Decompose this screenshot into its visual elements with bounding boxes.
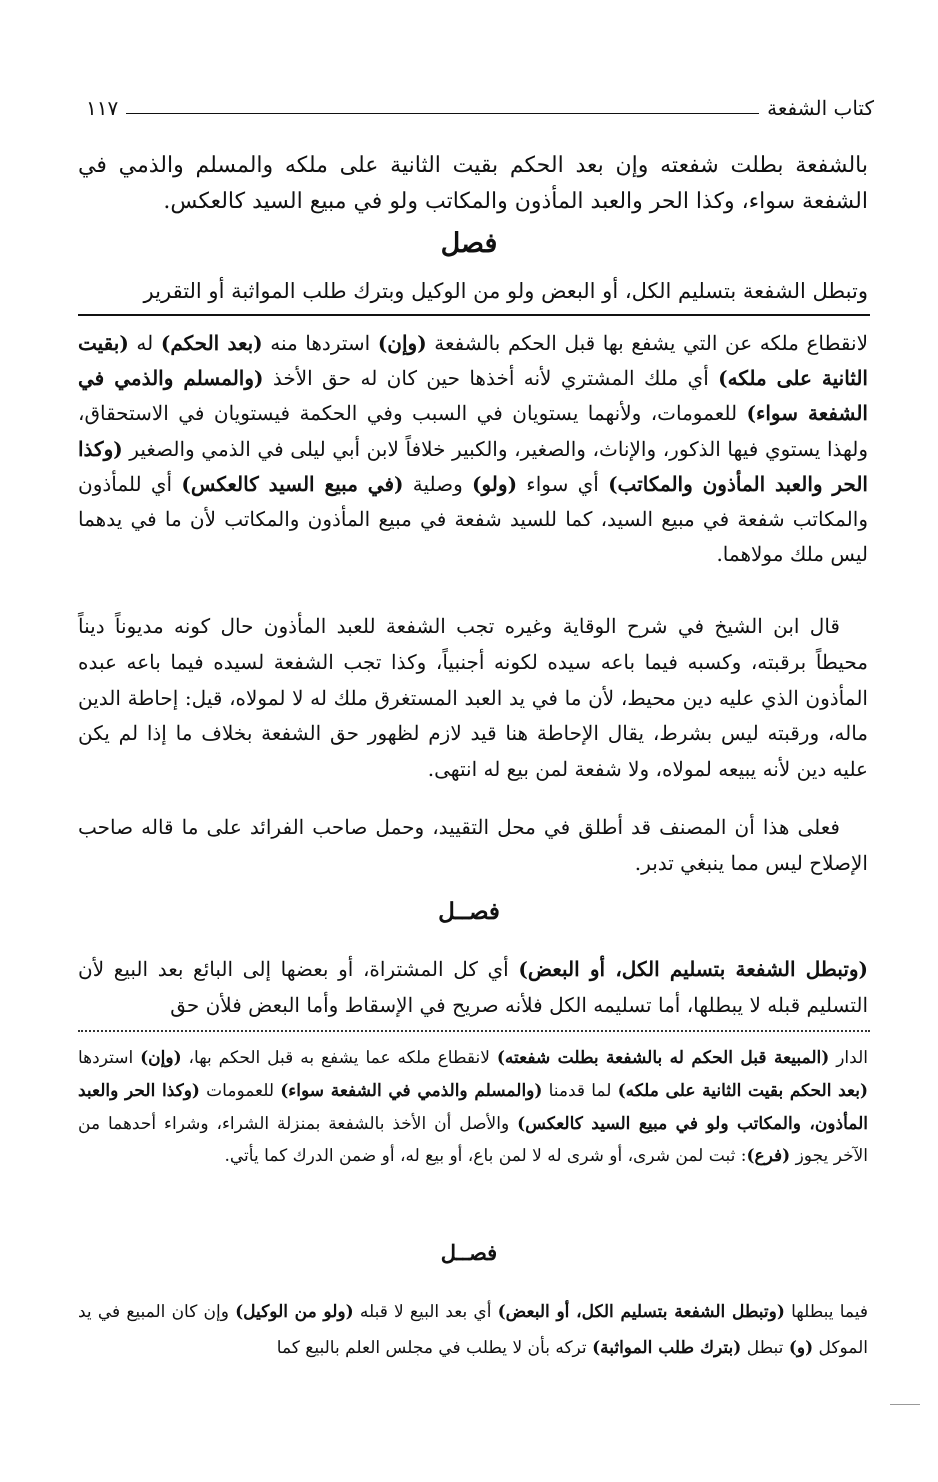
commentary-paragraph-3: فعلى هذا أن المصنف قد أطلق في محل التقييد، وحمل صاحب الفرائد على ما قاله صاحب الإصلاح ليس مما ينبغي تدبر. bbox=[78, 815, 868, 875]
comm-quote: (بعد الحكم) bbox=[160, 331, 263, 355]
fn-quote: (بعد الحكم بقيت الثانية على ملكه) bbox=[617, 1080, 869, 1101]
comm-text: أي ملك المشتري لأنه أخذها حين كان له حق الأخذ bbox=[263, 366, 719, 391]
comm-quote: (بقيت الثانية على ملكه) bbox=[78, 331, 868, 391]
commentary-paragraph-1 bbox=[78, 326, 868, 572]
fn-quote: (وتبطل الشفعة بتسليم الكل، أو البعض) bbox=[497, 1302, 785, 1322]
section-heading-fasl-3: فصــل bbox=[440, 1240, 498, 1265]
fn-text: تبطل bbox=[741, 1338, 789, 1358]
fn-text: للعمومات bbox=[199, 1080, 281, 1101]
fn-text: أي بعد البيع لا قبله bbox=[353, 1302, 498, 1322]
comm-text: وصلية bbox=[403, 471, 473, 496]
fn-quote: (و) bbox=[788, 1338, 814, 1358]
footnote-separator bbox=[78, 1030, 870, 1032]
comm-text: أي كل المشتراة، أو بعضها إلى البائع بعد البيع لأن التسليم قبله لا يبطلها، أما تسليمه الكل فلأنه صريح في الإسقاط وأما البعض فلأن حق bbox=[78, 957, 868, 1017]
fn-text: وإن كان المبيع في يد الموكل bbox=[78, 1302, 868, 1358]
fn-text: لما قدمنا bbox=[542, 1080, 618, 1101]
comm-quote: (في مبيع السيد كالعكس) bbox=[181, 471, 404, 496]
chapter-title: كتاب الشفعة bbox=[767, 96, 874, 120]
fn-quote: (وكذا الحر والعبد المأذون، والمكاتب ولو في مبيع السيد كالعكس) bbox=[78, 1080, 868, 1134]
fn-text: فيما يبطلها bbox=[784, 1302, 868, 1322]
comm-quote: (وتبطل الشفعة بتسليم الكل، أو البعض) bbox=[518, 957, 869, 981]
fn-quote: (فرع) bbox=[746, 1146, 791, 1167]
comm-text: استردها منه bbox=[262, 331, 378, 355]
matn-separator bbox=[78, 314, 870, 316]
comm-text: له bbox=[128, 331, 161, 355]
header-rule bbox=[126, 113, 759, 114]
fn-text: والأصل أن الأخذ بالشفعة بمنزلة الشراء، وشراء أحدهما من الآخر يجوز bbox=[78, 1113, 868, 1167]
commentary-paragraph-2: قال ابن الشيخ في شرح الوقاية وغيره تجب الشفعة للعبد المأذون حال كونه مديوناً ديناً محيطاً برقبته، وكسبه فيما باعه سيده لكونه أجنبياً، وكذا تجب الشفعة لسيده فيما باعه عبده المأذون الذي عليه دين محيط، لأن ما في يد العبد المستغرق ملك له لا لمولاه، قيل: إحاطة الدين ماله، ورقبته ليس بشرط، يقال الإحاطة هنا قيد لازم لظهور حق الشفعة بخلاف ما إذا لم يكن عليه دين لأنه يبيعه لمولاه، ولا شفعة لمن بيع له انتهى. bbox=[78, 614, 868, 782]
fn-text: استردها bbox=[78, 1048, 141, 1068]
fn-quote: (بترك طلب المواثبة) bbox=[592, 1338, 742, 1358]
fn-quote: (وإن) bbox=[140, 1048, 182, 1068]
fn-quote: (ولو من الوكيل) bbox=[235, 1302, 354, 1322]
comm-quote: (ولو) bbox=[472, 471, 518, 496]
comm-text: للعمومات، ولأنهما يستويان في السبب وفي الحكمة فيستويان في الاستحقاق، ولهذا يستوي فيها الذكور، والإناث، والصغير، والكبير خلافاً لابن أبي ليلى في الذمي والصغير bbox=[78, 401, 868, 461]
section-heading-fasl: فصل bbox=[440, 228, 498, 259]
section-heading-fasl-2: فصــل bbox=[438, 898, 500, 925]
comm-quote: (وكذا الحر والعبد المأذون والمكاتب) bbox=[78, 436, 868, 496]
fn-text: لانقطاع ملكه عما يشفع به قبل الحكم بها، bbox=[181, 1048, 497, 1068]
fn-quote: (المبيعة قبل الحكم له بالشفعة بطلت شفعته) bbox=[496, 1048, 830, 1068]
matn-text: بالشفعة بطلت شفعته وإن بعد الحكم بقيت الثانية على ملكه والمسلم والذمي في الشفعة سواء، وكذا الحر والعبد المأذون والمكاتب ولو في مبيع السيد كالعكس. bbox=[78, 153, 868, 214]
matn-text-2: وتبطل الشفعة بتسليم الكل، أو البعض ولو من الوكيل وبترك طلب المواثبة أو التقرير bbox=[143, 279, 868, 303]
comm-text: أي سواء bbox=[517, 471, 609, 496]
comm-text: لانقطاع ملكه عن التي يشفع بها قبل الحكم بالشفعة bbox=[426, 331, 868, 355]
page-number: ١١٧ bbox=[86, 96, 119, 120]
margin-mark bbox=[890, 1404, 920, 1405]
footnote-paragraph-1 bbox=[78, 1042, 868, 1173]
fn-text: : ثبت لمن شرى، أو شرى له لا لمن باع، أو بيع له، أو ضمن الدرك كما يأتي. bbox=[224, 1146, 747, 1167]
fn-text: الدار bbox=[829, 1048, 868, 1068]
fn-text: تركه بأن لا يطلب في مجلس العلم بالبيع كما bbox=[276, 1338, 593, 1358]
commentary-paragraph-4 bbox=[78, 952, 868, 1024]
footnote-paragraph-2 bbox=[78, 1294, 868, 1366]
comm-quote: (والمسلم والذمي في الشفعة سواء) bbox=[78, 366, 868, 426]
fn-quote: (والمسلم والذمي في الشفعة سواء) bbox=[280, 1080, 543, 1101]
comm-quote: (وإن) bbox=[377, 331, 427, 355]
comm-text: أي للمأذون والمكاتب شفعة في مبيع السيد، كما للسيد شفعة في مبيع المأذون والمكاتب لأن ما في يدهما ليس ملك مولاهما. bbox=[78, 471, 868, 567]
running-header bbox=[86, 92, 874, 120]
